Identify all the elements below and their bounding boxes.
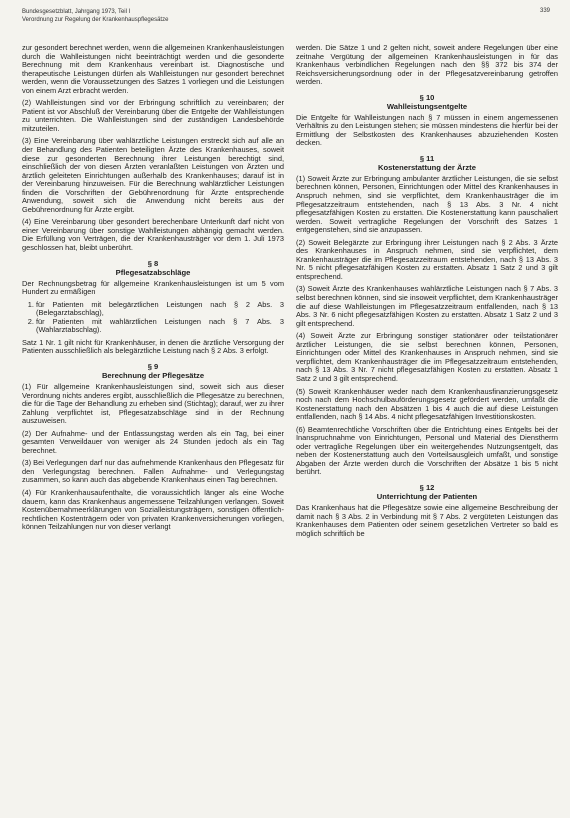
paragraph: (4) Eine Vereinbarung über gesondert berechenbare Unterkunft darf nicht von einer Vereinbarung über sonstige Wahlleistungen abhängig gemacht werden. Die Erfüllung von Verträgen, die der Krankenhausträger vor dem 1. Juli 1973 geschlossen hat, bleibt unberührt. (22, 217, 284, 253)
paragraph: (3) Soweit Ärzte des Krankenhauses wahlärztliche Leistungen nach § 7 Abs. 3 selbst berechnen können, sind sie insoweit verpflichtet, dem Krankenhausträger die auf diese Wahlleistungen im Pflegesatzzeitraum entfallenden, nach § 13 Abs. 3 Nr. 6 nicht pflegesatzfähigen Kosten zu erstatten. Absatz 1 Satz 2 und 3 gilt entsprechend. (296, 284, 558, 328)
paragraph: zur gesondert berechnet werden, wenn die allgemeinen Krankenhausleistungen durch die Wahlleistungen nicht beeinträchtigt werden und die gesonderte Berechnung mit dem Krankenhaus vereinbart ist. Diagnostische und therapeutische Leistungen dürfen als Wahlleistungen nur gesondert berechnet werden, wenn die Voraussetzungen des Satzes 1 vorliegen und die Leistungen von einem Arzt erbracht werden. (22, 43, 284, 95)
paragraph: (5) Soweit Krankenhäuser weder nach dem Krankenhausfinanzierungsgesetz noch nach dem Hochschulbauförderungsgesetz gefördert werden, umfaßt die Kostenerstattung nach den Absätzen 1 bis 4 auch die auf diese Leistungen entfallenden, nach § 14 Abs. 4 nicht pflegesatzfähigen Investitionskosten. (296, 386, 558, 422)
section-title: Wahlleistungsentgelte (386, 101, 468, 111)
page-header (22, 4, 560, 44)
paragraph: Die Entgelte für Wahlleistungen nach § 7 müssen in einem angemessenen Verhältnis zu den Leistungen stehen; sie müssen mindestens die hierfür bei der Ermittlung der Selbstkosten des Krankenhauses abzuziehenden Kosten decken. (296, 112, 558, 148)
paragraph: (1) Für allgemeine Krankenhausleistungen sind, soweit sich aus dieser Verordnung nichts anderes ergibt, ausschließlich die Pflegesätze zu berechnen, die für die Tage der Behandlung zu erheben sind (Stichtag); darauf, wer zu ihrer Zahlung verpflichtet ist, Pflegesatzabschläge sind in der Rechnung auszuweisen. (22, 381, 284, 426)
paragraph: (4) Für Krankenhausaufenthalte, die voraussichtlich länger als eine Woche dauern, kann das Krankenhaus angemessene Teilzahlungen verlangen. Soweit Kostenübernahmeerklärungen von Sozialleistungsträgern, sonstigen öffentlich-rechtlichen Kostenträgern oder von privaten Krankenversicherungen vorliegen, können Teilzahlungen nur von dieser verlangt (22, 487, 284, 532)
running-header (22, 8, 168, 24)
section-number: § 8 (147, 258, 159, 268)
paragraph: werden. Die Sätze 1 und 2 gelten nicht, soweit andere Regelungen über eine zeitnahe Vergütung der allgemeinen Krankenhausleistungen in für das Krankenhaus verbindlichen Regelungen nach den §§ 372 bis 374 der Reichsversicherungsordnung oder in der Pflegesatzvereinbarung getroffen werden. (296, 43, 558, 87)
paragraph: (6) Beamtenrechtliche Vorschriften über die Entrichtung eines Entgelts bei der Inanspruchnahme von Einrichtungen, Personal und Material des Dienstherrn oder vertragliche Regelungen über ein weitergehendes Nutzungsentgelt, das neben der Kostenerstattung auch den Vorteilsausgleich umfaßt, und sonstige Abgaben der Ärzte werden durch die Vorschriften der Absätze 1 bis 5 nicht berührt. (296, 424, 558, 477)
paragraph: (2) Wahlleistungen sind vor der Erbringung schriftlich zu vereinbaren; der Patient ist vor Abschluß der Vereinbarung über die Entgelte der Wahlleistungen zu unterrichten. Die Wahlleistungen sind der zuständigen Landesbehörde mitzuteilen. (22, 98, 284, 133)
right-column (296, 44, 558, 542)
list-item: 2. für Patienten mit wahlärztlichen Leistungen nach § 7 Abs. 3 (Wahlarztabschlag). (36, 318, 284, 335)
section-title: Berechnung der Pflegesätze (101, 370, 205, 380)
paragraph: Das Krankenhaus hat die Pflegesätze sowie eine allgemeine Beschreibung der damit nach § 3 Abs. 2 in Verbindung mit § 7 Abs. 2 vergüteten Leistungen das Krankenhauses dem Patienten oder seinem gesetzlichen Vertreter so bald es möglich schriftlich be (296, 502, 558, 538)
list-item: 1. für Patienten mit belegärztlichen Leistungen nach § 2 Abs. 3 (Belegarztabschlag), (36, 301, 284, 318)
section-title: Pflegesatzabschläge (115, 267, 191, 277)
section-title: Unterrichtung der Patienten (376, 491, 478, 501)
section-number: § 9 (147, 361, 159, 371)
paragraph: (2) Soweit Belegärzte zur Erbringung ihrer Leistungen nach § 2 Abs. 3 Ärzte des Krankenhauses in Anspruch nehmen, sind sie verpflichtet, dem Krankenhausträger die im Pflegesatzzeitraum entstehenden, nach § 13 Abs. 3 Nr. 5 nicht pflegesatzfähigen Kosten zu erstatten. Absatz 1 Satz 2 und 3 gilt entsprechend. (296, 237, 558, 281)
paragraph: (1) Soweit Ärzte zur Erbringung ambulanter ärztlicher Leistungen, die sie selbst berechnen können, Personen, Einrichtungen oder Mittel des Krankenhauses in Anspruch nehmen, sind sie verpflichtet, dem Krankenhausträger die im Pflegesatzzeitraum entstehenden, nach § 13 Abs. 3 Nr. 4 nicht pflegesatzfähigen Kosten zu erstatten. Die Kostenerstattung kann pauschaliert werden. Soweit vertragliche Regelungen der Vorschrift des Satzes 1 entgegenstehen, sind sie anzupassen. (296, 173, 558, 235)
journal-title: Bundesgesetzblatt, Jahrgang 1973, Teil I (22, 9, 131, 15)
page-number: 339 (539, 8, 550, 14)
numbered-list (22, 301, 284, 335)
paragraph: (3) Bei Verlegungen darf nur das aufnehmende Krankenhaus den Pflegesatz für den Verlegungstag berechnen. Fallen Aufnahme- und Verlegungstag zusammen, so kann auch das abgebende Krankenhaus einen Tag berechnen. (22, 458, 284, 485)
section-title: Kostenerstattung der Ärzte (378, 162, 476, 172)
left-column (22, 44, 284, 542)
paragraph: (4) Soweit Ärzte zur Erbringung sonstiger stationärer oder teilstationärer ärztlicher Leistungen, die sie selbst berechnen können, Personen, Einrichtungen oder Mittel des Krankenhauses in Anspruch nehmen, sind sie verpflichtet, dem Krankenhausträger die im Pflegesatzzeitraum entstehenden, nach § 13 Abs. 3 Nr. 7 nicht pflegesatzfähigen Kosten zu erstatten. Absatz 1 Satz 2 und 3 gilt entsprechend. (296, 331, 558, 383)
paragraph: Satz 1 Nr. 1 gilt nicht für Krankenhäuser, in denen die ärztliche Versorgung der Patienten ausschließlich als belegärztliche Leistung nach § 2 Abs. 3 erfolgt. (22, 337, 284, 356)
section-number: § 12 (419, 482, 435, 492)
regulation-title: Verordnung zur Regelung der Krankenhauspflegesätze (22, 17, 169, 23)
paragraph: (2) Der Aufnahme- und der Entlassungstag werden als ein Tag, bei einer gesamten Verweildauer von weniger als 24 Stunden jedoch als ein Tag berechnet. (22, 428, 284, 455)
section-number: § 11 (419, 153, 435, 163)
paragraph: Der Rechnungsbetrag für allgemeine Krankenhausleistungen ist um 5 vom Hundert zu ermäßigen (22, 278, 284, 297)
paragraph: (3) Eine Vereinbarung über wahlärztliche Leistungen erstreckt sich auf alle an der Behandlung des Patienten beteiligten Ärzte des Krankenhauses, soweit diese zur gesonderten Berechnung ihrer Leistungen berechtigt sind, einschließlich der von diesen Ärzten veranlaßten Leistungen von Ärzten und ärztlich geleiteten Einrichtungen außerhalb des Krankenhauses; darauf ist in der Vereinbarung hinzuweisen. Für die Berechnung wahlärztlicher Leistungen finden die Vorschriften der Gebührenordnung für Ärzte entsprechende Anwendung, soweit sich die Anwendung nicht bereits aus der Gebührenordnung für Ärzte ergibt. (22, 136, 284, 214)
section-number: § 10 (419, 92, 435, 102)
text-columns (22, 44, 560, 542)
